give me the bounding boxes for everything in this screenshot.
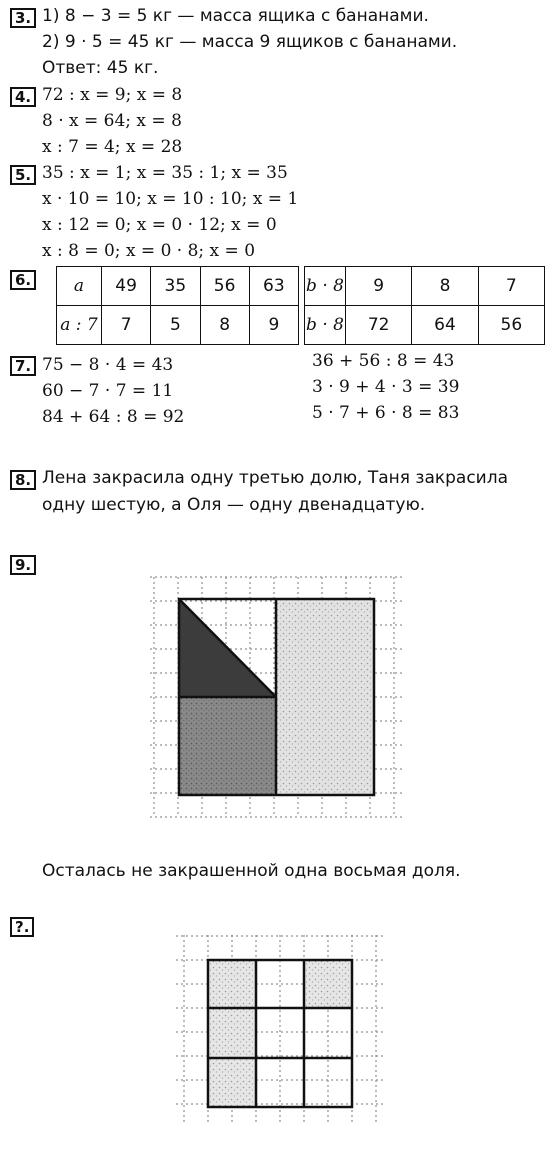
task-9-caption: Осталась не закрашенной одна восьмая доля. bbox=[42, 861, 461, 881]
task-4-equation-1: 72 : x = 9; x = 8 bbox=[42, 85, 183, 105]
task-3-step-2: 2) 9 · 5 = 45 кг — масса 9 ящиков с бананами. bbox=[42, 32, 458, 52]
task-5-equation-2: x · 10 = 10; x = 10 : 10; x = 1 bbox=[42, 189, 299, 209]
task-3-number: 3. bbox=[10, 8, 36, 28]
table-row bbox=[305, 306, 545, 345]
task-8-text-line-2: одну шестую, а Оля — одну двенадцатую. bbox=[42, 495, 426, 515]
task-6-number: 6. bbox=[10, 270, 36, 290]
light-shaded-half bbox=[276, 599, 374, 795]
task-8-text-line-1: Лена закрасила одну третью долю, Таня закрасила bbox=[42, 468, 509, 488]
table-cell: 35 bbox=[151, 267, 200, 306]
task-4-number: 4. bbox=[10, 87, 36, 107]
task-8-number: 8. bbox=[10, 470, 36, 490]
task-7-right-1: 36 + 56 : 8 = 43 bbox=[312, 351, 455, 371]
task-5-equation-3: x : 12 = 0; x = 0 · 12; x = 0 bbox=[42, 215, 277, 235]
task-7-left-2: 60 − 7 · 7 = 11 bbox=[42, 381, 174, 401]
task-6-table-b bbox=[304, 266, 545, 345]
task-9-figure bbox=[150, 572, 410, 822]
task-7-left-1: 75 − 8 · 4 = 43 bbox=[42, 355, 174, 375]
shaded-cell-top-left bbox=[208, 960, 256, 1008]
table-row bbox=[57, 306, 299, 345]
task-5-number: 5. bbox=[10, 165, 36, 185]
table-cell: b · 8 bbox=[305, 267, 346, 306]
task-5-equation-1: 35 : x = 1; x = 35 : 1; x = 35 bbox=[42, 163, 288, 183]
table-cell: 63 bbox=[249, 267, 298, 306]
task-7-right-3: 5 · 7 + 6 · 8 = 83 bbox=[312, 403, 460, 423]
table-cell: a bbox=[57, 267, 102, 306]
table-cell: 64 bbox=[412, 306, 478, 345]
table-cell: 72 bbox=[346, 306, 412, 345]
table-cell: 7 bbox=[478, 267, 544, 306]
task-3-step-1: 1) 8 − 3 = 5 кг — масса ящика с бананами. bbox=[42, 6, 429, 26]
task-4-equation-2: 8 · x = 64; x = 8 bbox=[42, 111, 182, 131]
shaded-cell-top-right bbox=[304, 960, 352, 1008]
task-3-answer: Ответ: 45 кг. bbox=[42, 58, 159, 78]
table-cell: 9 bbox=[346, 267, 412, 306]
table-cell: 5 bbox=[151, 306, 200, 345]
table-cell: a : 7 bbox=[57, 306, 102, 345]
table-cell: 56 bbox=[478, 306, 544, 345]
table-cell: 56 bbox=[200, 267, 249, 306]
table-cell: b · 8 bbox=[305, 306, 346, 345]
table-row bbox=[57, 267, 299, 306]
task-9-number: 9. bbox=[10, 555, 36, 575]
task-7-number: 7. bbox=[10, 356, 36, 376]
task-q-figure bbox=[176, 930, 386, 1130]
task-5-equation-4: x : 8 = 0; x = 0 · 8; x = 0 bbox=[42, 241, 256, 261]
table-cell: 8 bbox=[412, 267, 478, 306]
task-6-table-a bbox=[56, 266, 299, 345]
table-cell: 49 bbox=[102, 267, 151, 306]
task-7-left-3: 84 + 64 : 8 = 92 bbox=[42, 407, 185, 427]
task-4-equation-3: x : 7 = 4; x = 28 bbox=[42, 137, 183, 157]
task-q-number: ?. bbox=[10, 917, 34, 937]
task-7-right-2: 3 · 9 + 4 · 3 = 39 bbox=[312, 377, 460, 397]
mid-shaded-quarter bbox=[179, 697, 276, 795]
table-cell: 9 bbox=[249, 306, 298, 345]
table-row bbox=[305, 267, 545, 306]
table-cell: 8 bbox=[200, 306, 249, 345]
table-cell: 7 bbox=[102, 306, 151, 345]
